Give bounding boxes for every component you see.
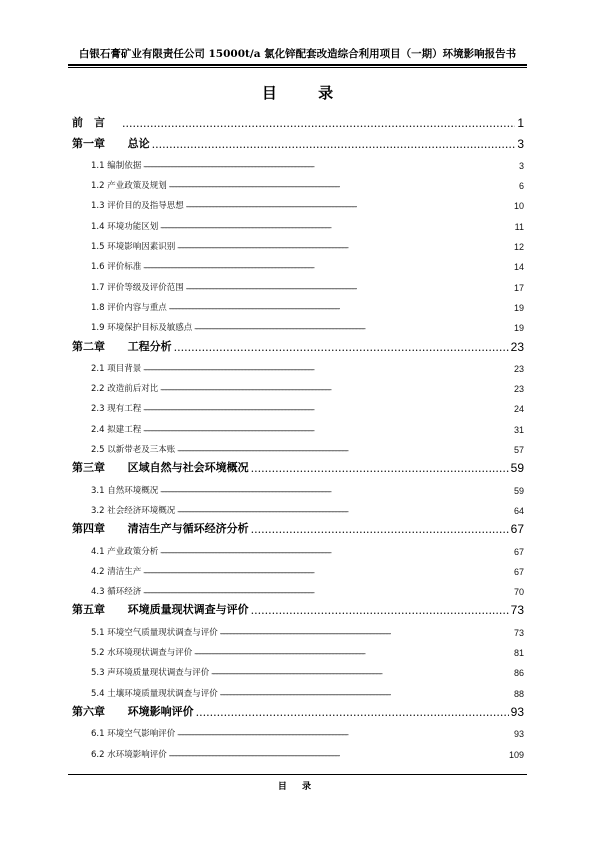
- toc-page-number: 86: [513, 668, 524, 679]
- toc-page-number: 81: [513, 648, 524, 659]
- toc-section-entry[interactable]: [72, 354, 524, 374]
- toc-entry-number: 6.1: [91, 729, 105, 740]
- toc-page-number: 88: [513, 688, 524, 699]
- toc-page-number: 17: [513, 282, 524, 293]
- toc-entry-title: 区域自然与社会环境概况: [127, 461, 249, 475]
- toc-entry-number: 前 言: [72, 116, 105, 130]
- toc-page-number: 31: [513, 424, 524, 435]
- toc-section-entry[interactable]: [72, 394, 524, 414]
- toc-entry-title: 水环境现状调查与评价: [107, 648, 193, 659]
- toc-page-number: 59: [513, 485, 524, 496]
- toc-entry-title: 自然环境概况: [107, 485, 159, 496]
- toc-page-number: 14: [513, 262, 524, 273]
- toc-entry-number: 6.2: [91, 749, 105, 760]
- toc-leader-dots: [186, 284, 512, 293]
- toc-section-entry[interactable]: [72, 414, 524, 434]
- toc-entry-title: 社会经济环境概况: [107, 505, 176, 516]
- running-header: 白银石膏矿业有限责任公司 15000t/a 氯化锌配套改造综合利用项目（一期）环境影响报告书: [78, 48, 517, 60]
- toc-entry-title: 评价等级及评价范围: [107, 282, 184, 293]
- toc-section-entry[interactable]: [72, 374, 524, 394]
- toc-leader-dots: [160, 223, 512, 232]
- toc-entry-label: [91, 585, 141, 597]
- toc-entry-number: 第二章: [72, 339, 105, 353]
- toc-entry-number: 1.4: [91, 221, 105, 232]
- toc-leader-dots: [220, 690, 512, 699]
- toc-entry-label: [91, 260, 141, 272]
- toc-entry-title: 清洁生产: [107, 566, 142, 577]
- toc-page-number: 67: [513, 566, 524, 577]
- toc-entry-label: [91, 626, 218, 638]
- toc-entry-label: [91, 504, 175, 516]
- toc-section-entry[interactable]: [72, 678, 524, 698]
- toc-leader-dots: [122, 117, 515, 130]
- toc-entry-title: 现有工程: [107, 404, 142, 415]
- toc-entry-title: 工程分析: [127, 339, 172, 353]
- toc-leader-dots: [186, 202, 512, 211]
- toc-page-number: 3: [517, 136, 524, 151]
- toc-entry-number: 第三章: [72, 461, 105, 475]
- toc-section-entry[interactable]: [72, 739, 524, 759]
- toc-entry-title: 拟建工程: [107, 424, 142, 435]
- toc-leader-dots: [143, 365, 512, 374]
- toc-entry-title: 环境空气质量现状调查与评价: [107, 627, 218, 638]
- toc-leader-dots: [211, 669, 512, 678]
- toc-page-number: 57: [513, 445, 524, 456]
- toc-entry-label: [72, 601, 249, 617]
- toc-entry-number: 5.4: [91, 688, 105, 699]
- toc-entry-title: 环境影响评价: [127, 704, 194, 718]
- toc-page-number: 93: [510, 704, 524, 719]
- toc-entry-label: [91, 687, 218, 699]
- toc-entry-label: [91, 362, 141, 374]
- toc-section-entry[interactable]: [72, 617, 524, 637]
- toc-leader-dots: [169, 751, 507, 760]
- toc-leader-dots: [160, 548, 512, 557]
- toc-entry-title: 声环境质量现状调查与评价: [107, 668, 210, 679]
- toc-entry-label: [72, 135, 150, 151]
- toc-entry-title: 环境空气影响评价: [107, 729, 176, 740]
- toc-page-number: 73: [510, 603, 524, 618]
- toc-page-number: 64: [513, 505, 524, 516]
- toc-entry-title: 评价内容与重点: [107, 302, 167, 313]
- toc-leader-dots: [160, 487, 512, 496]
- toc-leader-dots: [143, 568, 512, 577]
- toc-section-entry[interactable]: [72, 496, 524, 516]
- toc-entry-title: 项目背景: [107, 363, 142, 374]
- toc-chapter-entry[interactable]: [72, 110, 524, 130]
- toc-page-number: 3: [518, 160, 524, 171]
- toc-entry-number: 5.3: [91, 668, 105, 679]
- toc-section-entry[interactable]: [72, 252, 524, 272]
- toc-page-number: 19: [513, 302, 524, 313]
- toc-entry-number: 2.1: [91, 363, 105, 374]
- toc-page-number: 93: [513, 729, 524, 740]
- toc-leader-dots: [196, 706, 509, 719]
- toc-section-entry[interactable]: [72, 638, 524, 658]
- toc-chapter-entry[interactable]: [72, 455, 524, 475]
- toc-leader-dots: [143, 162, 517, 171]
- toc-entry-label: [72, 114, 120, 130]
- toc-entry-label: [91, 301, 167, 313]
- toc-entry-label: [91, 545, 158, 557]
- toc-leader-dots: [194, 324, 512, 333]
- toc-leader-dots: [251, 604, 509, 617]
- toc-entry-title: 环境功能区划: [107, 221, 159, 232]
- toc-entry-label: [91, 666, 209, 678]
- toc-leader-dots: [177, 446, 512, 455]
- toc-leader-dots: [169, 304, 512, 313]
- toc-section-entry[interactable]: [72, 151, 524, 171]
- toc-section-entry[interactable]: [72, 232, 524, 252]
- toc-entry-title: 以新带老及三本账: [107, 445, 176, 456]
- toc-entry-label: [72, 338, 172, 354]
- toc-leader-dots: [160, 385, 512, 394]
- toc-entry-title: 循环经济: [107, 587, 142, 598]
- toc-entry-number: 1.1: [91, 160, 105, 171]
- toc-entry-label: [72, 520, 249, 536]
- toc-section-entry[interactable]: [72, 313, 524, 333]
- toc-leader-dots: [220, 629, 512, 638]
- toc-entry-label: [91, 484, 158, 496]
- toc-page-number: 1: [517, 116, 524, 131]
- page-footer: 目 录: [277, 782, 318, 792]
- toc-entry-label: [91, 199, 184, 211]
- toc-section-entry[interactable]: [72, 171, 524, 191]
- toc-leader-dots: [143, 426, 512, 435]
- toc-entry-title: 产业政策及规划: [107, 181, 167, 192]
- toc-section-entry[interactable]: [72, 658, 524, 678]
- toc-entry-label: [91, 240, 175, 252]
- toc-entry-number: 1.7: [91, 282, 105, 293]
- toc-entry-number: 第四章: [72, 522, 105, 536]
- toc-entry-number: 第五章: [72, 603, 105, 617]
- toc-entry-label: [91, 159, 141, 171]
- toc-entry-number: 第一章: [72, 136, 105, 150]
- toc-entry-title: 评价目的及指导思想: [107, 201, 184, 212]
- toc-section-entry[interactable]: [72, 577, 524, 597]
- toc-page-number: 10: [513, 201, 524, 212]
- toc-entry-label: [91, 220, 158, 232]
- toc-section-entry[interactable]: [72, 211, 524, 231]
- toc-page-number: 6: [518, 181, 524, 192]
- toc-section-entry[interactable]: [72, 557, 524, 577]
- toc-leader-dots: [251, 523, 509, 536]
- toc-entry-number: 5.1: [91, 627, 105, 638]
- toc-section-entry[interactable]: [72, 293, 524, 313]
- toc-entry-title: 土壤环境质量现状调查与评价: [107, 688, 218, 699]
- toc-entry-number: 3.1: [91, 485, 105, 496]
- table-of-contents: [72, 110, 524, 760]
- toc-entry-title: 产业政策分析: [107, 546, 159, 557]
- toc-chapter-entry[interactable]: [72, 130, 524, 150]
- toc-leader-dots: [152, 138, 516, 151]
- header-rule-thick: [68, 64, 527, 66]
- toc-section-entry[interactable]: [72, 435, 524, 455]
- toc-entry-title: 环境影响因素识别: [107, 242, 176, 253]
- toc-entry-title: 编制依据: [107, 160, 142, 171]
- toc-entry-number: 1.6: [91, 262, 105, 273]
- toc-page-number: 73: [513, 627, 524, 638]
- toc-section-entry[interactable]: [72, 272, 524, 292]
- toc-entry-label: [91, 646, 192, 658]
- toc-page-number: 11: [514, 221, 524, 232]
- toc-entry-label: [91, 727, 175, 739]
- toc-section-entry[interactable]: [72, 536, 524, 556]
- toc-leader-dots: [143, 588, 512, 597]
- toc-entry-number: 3.2: [91, 505, 105, 516]
- toc-page-number: 109: [508, 749, 524, 760]
- toc-entry-label: [91, 179, 167, 191]
- toc-entry-number: 1.5: [91, 242, 105, 253]
- toc-entry-label: [72, 703, 194, 719]
- toc-entry-title: 水环境影响评价: [107, 749, 167, 760]
- toc-chapter-entry[interactable]: [72, 597, 524, 617]
- toc-entry-title: 环境保护目标及敏感点: [107, 323, 193, 334]
- toc-page-number: 19: [513, 323, 524, 334]
- toc-leader-dots: [169, 182, 517, 191]
- toc-chapter-entry[interactable]: [72, 333, 524, 353]
- toc-entry-number: 2.2: [91, 384, 105, 395]
- toc-page-number: 23: [513, 363, 524, 374]
- toc-page-number: 12: [513, 242, 524, 253]
- toc-page-number: 23: [513, 384, 524, 395]
- toc-page-number: 67: [513, 546, 524, 557]
- toc-page-number: 67: [510, 522, 524, 537]
- toc-entry-number: 1.9: [91, 323, 105, 334]
- toc-section-entry[interactable]: [72, 475, 524, 495]
- toc-chapter-entry[interactable]: [72, 699, 524, 719]
- toc-leader-dots: [177, 730, 512, 739]
- toc-entry-number: 2.5: [91, 445, 105, 456]
- toc-page-number: 70: [513, 587, 524, 598]
- toc-entry-label: [91, 382, 158, 394]
- toc-title: 目 录: [261, 84, 352, 102]
- toc-entry-number: 4.2: [91, 566, 105, 577]
- toc-page-number: 24: [513, 404, 524, 415]
- toc-entry-title: 改造前后对比: [107, 384, 159, 395]
- toc-entry-title: 总论: [127, 136, 150, 150]
- toc-page-number: 23: [510, 339, 524, 354]
- toc-leader-dots: [143, 405, 512, 414]
- header-rule-thin: [68, 67, 527, 68]
- toc-entry-number: 4.1: [91, 546, 105, 557]
- toc-entry-number: 2.3: [91, 404, 105, 415]
- toc-entry-title: 清洁生产与循环经济分析: [127, 522, 249, 536]
- toc-entry-number: 1.8: [91, 302, 105, 313]
- footer-rule: [68, 774, 527, 775]
- toc-entry-label: [91, 423, 141, 435]
- toc-entry-label: [91, 748, 167, 760]
- toc-entry-number: 1.3: [91, 201, 105, 212]
- toc-entry-number: 4.3: [91, 587, 105, 598]
- toc-leader-dots: [143, 263, 512, 272]
- toc-entry-label: [91, 402, 141, 414]
- toc-entry-label: [91, 321, 192, 333]
- toc-entry-number: 1.2: [91, 181, 105, 192]
- toc-entry-label: [72, 459, 249, 475]
- toc-entry-title: 环境质量现状调查与评价: [127, 603, 249, 617]
- toc-entry-title: 评价标准: [107, 262, 142, 273]
- toc-entry-number: 第六章: [72, 704, 105, 718]
- toc-section-entry[interactable]: [72, 719, 524, 739]
- toc-entry-number: 2.4: [91, 424, 105, 435]
- toc-entry-label: [91, 281, 184, 293]
- toc-entry-number: 5.2: [91, 648, 105, 659]
- toc-leader-dots: [194, 649, 512, 658]
- toc-section-entry[interactable]: [72, 191, 524, 211]
- toc-leader-dots: [251, 462, 509, 475]
- toc-leader-dots: [177, 507, 512, 516]
- toc-chapter-entry[interactable]: [72, 516, 524, 536]
- toc-leader-dots: [177, 243, 512, 252]
- toc-entry-label: [91, 565, 141, 577]
- toc-entry-label: [91, 443, 175, 455]
- toc-leader-dots: [174, 341, 509, 354]
- toc-page-number: 59: [510, 461, 524, 476]
